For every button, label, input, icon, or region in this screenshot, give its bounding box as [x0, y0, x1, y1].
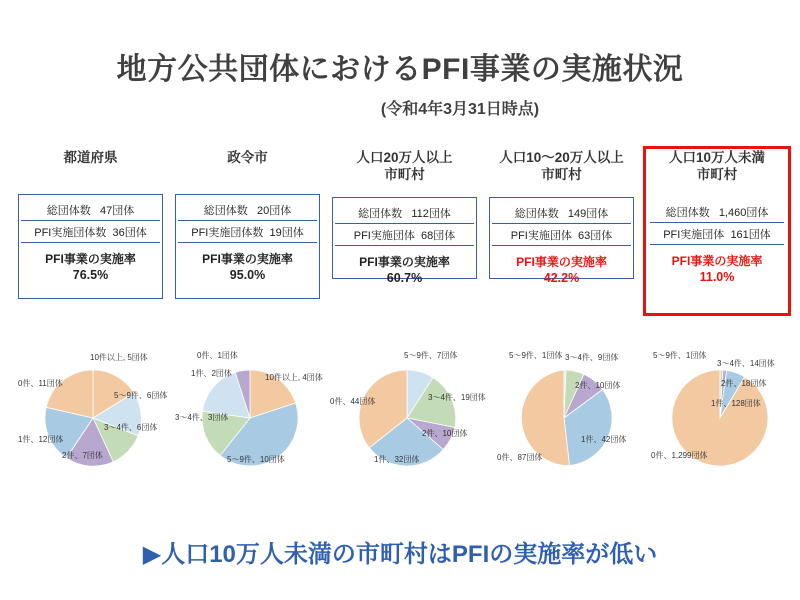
pfi-line	[650, 223, 784, 245]
total-value: 1,460団体	[718, 207, 769, 219]
pie-label-0: 0件、1,299団体	[651, 451, 708, 460]
pie-label-0: 0件、1団体	[197, 351, 238, 360]
column-prefecture	[18, 150, 163, 299]
pie-label-1: 1件、42団体	[581, 435, 627, 444]
pie-label-5to9: 5〜9件、1団体	[509, 351, 563, 360]
rate-value: 95.0%	[229, 268, 266, 282]
pie-label-2: 2件、10団体	[575, 381, 621, 390]
pfi-value: 161団体	[730, 229, 771, 241]
total-label: 総団体数	[665, 207, 710, 219]
pfi-value: 19団体	[269, 227, 304, 239]
stat-box	[648, 197, 786, 284]
rate-value: 76.5%	[72, 268, 109, 282]
rate-line	[21, 243, 160, 284]
pfi-value: 68団体	[421, 230, 456, 242]
pie-label-5to9: 5〜9件、6団体	[114, 391, 168, 400]
pie-chart-ordinance-city	[175, 352, 325, 482]
column-header	[648, 150, 786, 190]
column-header-line2: 市町村	[696, 166, 738, 182]
rate-label: PFI事業の実施率	[671, 254, 763, 268]
stat-box	[175, 194, 320, 299]
pie-label-5to9: 5〜9件、10団体	[227, 455, 285, 464]
rate-line	[650, 245, 784, 286]
total-label: 総団体数	[514, 208, 559, 220]
pie-label-1: 1件、12団体	[18, 435, 64, 444]
page-title: 地方公共団体におけるPFI事業の実施状況	[116, 53, 684, 86]
column-header	[332, 150, 477, 190]
column-header	[489, 150, 634, 190]
total-value: 112団体	[411, 208, 451, 220]
column-header-line1: 都道府県	[63, 150, 118, 165]
pie-label-2: 2件、18団体	[721, 379, 767, 388]
column-header-line2: 市町村	[384, 166, 425, 182]
pfi-label: PFI実施団体数	[191, 227, 264, 239]
total-label: 総団体数	[358, 208, 403, 220]
pie-label-3to4: 3〜4件、3団体	[175, 413, 229, 422]
pie-label-2: 2件、10団体	[422, 429, 468, 438]
rate-line	[492, 246, 631, 287]
pfi-line	[335, 224, 474, 246]
pie-svg	[645, 352, 795, 482]
pie-label-10plus: 10件以上, 5団体	[90, 353, 148, 362]
pie-label-0: 0件、87団体	[497, 453, 543, 462]
column-header-line1: 人口10〜20万人以上	[499, 150, 624, 165]
pfi-value: 63団体	[578, 230, 613, 242]
total-label: 総団体数	[203, 205, 248, 217]
pie-svg	[18, 352, 168, 482]
rate-line	[178, 243, 317, 284]
total-label: 総団体数	[46, 205, 91, 217]
column-header	[175, 150, 320, 190]
total-value: 149団体	[567, 208, 609, 220]
rate-label: PFI事業の実施率	[202, 252, 293, 266]
pie-label-3to4: 3〜4件、9団体	[565, 353, 619, 362]
pie-chart-pop-over-200k	[330, 351, 486, 482]
pie-label-1: 1件、128団体	[711, 399, 761, 408]
pie-chart-pop-under-100k	[645, 352, 795, 482]
pfi-value: 36団体	[112, 227, 147, 239]
total-value: 47団体	[99, 205, 135, 217]
stat-box	[332, 197, 477, 285]
pfi-line	[21, 221, 160, 243]
pie-label-0: 0件、44団体	[330, 397, 376, 406]
total-value: 20団体	[256, 205, 292, 217]
column-header-line1: 人口20万人以上	[356, 150, 453, 165]
stat-box	[489, 197, 634, 285]
total-line	[178, 199, 317, 221]
column-pop-over-200k	[332, 150, 477, 285]
pfi-line	[492, 224, 631, 246]
pfi-label: PFI実施団体数	[34, 227, 107, 239]
total-line	[492, 202, 631, 224]
rate-value: 42.2%	[543, 271, 580, 285]
rate-value: 11.0%	[699, 270, 735, 284]
column-header-line1: 政令市	[227, 150, 268, 165]
page-subtitle: (令和4年3月31日時点)	[380, 101, 540, 118]
column-header-line2: 市町村	[541, 166, 582, 182]
pie-label-3to4: 3〜4件、6団体	[104, 423, 158, 432]
pie-chart-prefecture	[18, 352, 168, 482]
rate-label: PFI事業の実施率	[359, 255, 450, 269]
footer-message: ▶人口10万人未満の市町村はPFIの実施率が低い	[142, 541, 658, 568]
total-line	[650, 201, 784, 223]
pie-label-0: 0件、11団体	[18, 379, 63, 388]
pie-label-5to9: 5〜9件、1団体	[653, 351, 707, 360]
pie-label-3to4: 3〜4件、14団体	[717, 359, 775, 368]
stat-box	[18, 194, 163, 299]
pfi-line	[178, 221, 317, 243]
pie-label-2: 2件、7団体	[62, 451, 103, 460]
total-line	[335, 202, 474, 224]
column-pop-under-100k	[648, 150, 786, 284]
pie-label-3to4: 3〜4件、19団体	[428, 393, 486, 402]
pie-slice-0	[521, 370, 569, 466]
pfi-label: PFI実施団体	[353, 230, 415, 242]
rate-label: PFI事業の実施率	[516, 255, 607, 269]
pie-label-5to9: 5〜9件、7団体	[404, 351, 458, 360]
pie-chart-pop-100k-200k	[489, 352, 639, 482]
pfi-label: PFI実施団体	[663, 229, 725, 241]
rate-line	[335, 246, 474, 287]
pie-label-1: 1件、32団体	[374, 455, 420, 464]
pie-label-10plus: 10件以上, 4団体	[265, 373, 323, 382]
column-header	[18, 150, 163, 190]
pie-svg	[489, 352, 639, 482]
total-line	[21, 199, 160, 221]
column-pop-100k-200k	[489, 150, 634, 285]
column-header-line1: 人口10万人未満	[668, 150, 766, 165]
column-ordinance-city	[175, 150, 320, 299]
pie-label-1: 1件、2団体	[191, 369, 232, 378]
rate-label: PFI事業の実施率	[45, 252, 136, 266]
rate-value: 60.7%	[386, 271, 423, 285]
pfi-label: PFI実施団体	[510, 230, 572, 242]
